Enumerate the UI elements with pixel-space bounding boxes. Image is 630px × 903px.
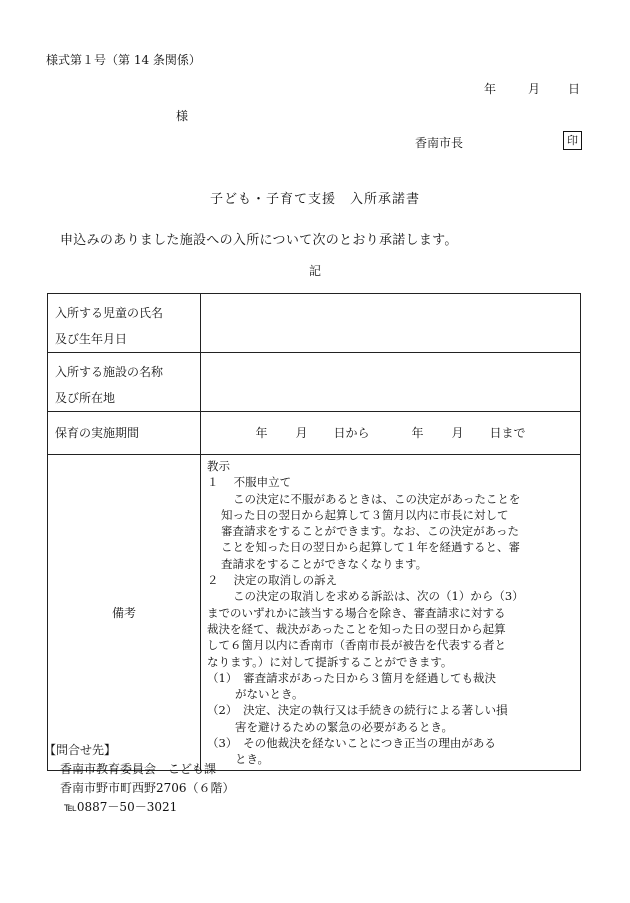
section2-body: までのいずれかに該当する場合を除き、審査請求に対する — [207, 605, 506, 620]
approval-table — [47, 293, 581, 771]
remarks-heading: 教示 — [207, 459, 230, 473]
child-label-line2: 及び生年月日 — [55, 332, 128, 346]
section2-body: して６箇月以内に香南市（香南市長が被告を代表する者と — [207, 638, 506, 653]
period-to-year: 年 — [411, 426, 424, 440]
period-from-day: 日から — [333, 426, 370, 440]
form-number: 様式第１号（第 14 条関係） — [46, 53, 201, 67]
seal-box: 印 — [563, 131, 582, 150]
item-1: （1） 審査請求があった日から３箇月を経過しても裁決 — [207, 670, 496, 685]
date-day-label: 日 — [568, 82, 581, 96]
section1-body: 審査請求をすることができます。なお、この決定があった — [221, 524, 519, 539]
child-value-cell[interactable] — [201, 294, 581, 353]
item-2-cont: 害を避けるための緊急の必要があるとき。 — [235, 719, 454, 734]
remarks-label: 備考 — [48, 455, 201, 771]
section1-body: 査請求をすることができなくなります。 — [221, 556, 428, 571]
date-month-label: 月 — [528, 82, 541, 96]
ki-mark: 記 — [308, 264, 321, 278]
facility-value-cell[interactable] — [201, 353, 581, 412]
contact-heading: 【問合せ先】 — [44, 743, 117, 757]
issue-date — [484, 80, 580, 97]
period-to-month: 月 — [451, 426, 464, 440]
period-value-cell[interactable] — [201, 412, 581, 455]
section1-body: 知った日の翌日から起算して３箇月以内に市長に対して — [221, 507, 509, 522]
intro-text: 申込みのありました施設への入所について次のとおり承諾します。 — [60, 233, 458, 248]
period-label: 保育の実施期間 — [48, 412, 201, 455]
child-label — [48, 294, 201, 353]
section2-body: この決定の取消しを求める訴訟は、次の（1）から（3） — [233, 589, 524, 604]
item-1-cont: がないとき。 — [235, 687, 304, 702]
document-title: 子ども・子育て支援 入所承諾書 — [209, 192, 420, 207]
child-label-line1: 入所する児童の氏名 — [55, 306, 164, 320]
period-from-year: 年 — [255, 426, 268, 440]
remarks-cell — [201, 455, 581, 771]
date-year-label: 年 — [484, 82, 497, 96]
item-2: （2） 決定、決定の執行又は手続きの続行による著しい損 — [207, 703, 508, 718]
section2-title: ２ 決定の取消しの訴え — [207, 573, 338, 588]
contact-department: 香南市教育委員会 こども課 — [60, 762, 217, 776]
section2-body: なります。）に対して提訴することができます。 — [207, 654, 453, 669]
facility-label-line1: 入所する施設の名称 — [55, 365, 164, 379]
facility-label — [48, 353, 201, 412]
section1-title: １ 不服申立て — [207, 475, 292, 490]
table-row-remarks — [48, 455, 581, 771]
item-3-cont: とき。 — [235, 752, 270, 767]
item-3: （3） その他裁決を経ないことにつき正当の理由がある — [207, 736, 496, 751]
table-row-facility — [48, 353, 581, 412]
facility-label-line2: 及び所在地 — [55, 391, 116, 405]
issuer-name: 香南市長 — [415, 136, 464, 150]
contact-block — [44, 741, 235, 798]
period-to-day: 日まで — [489, 426, 526, 440]
contact-address: 香南市野市町西野2706（６階） — [60, 781, 235, 795]
section2-body: 裁決を経て、裁決があったことを知った日の翌日から起算 — [207, 621, 506, 636]
table-row-child — [48, 294, 581, 353]
section1-body: この決定に不服があるときは、この決定があったことを — [233, 491, 521, 506]
table-row-period — [48, 412, 581, 455]
section1-body: ことを知った日の翌日から起算して１年を経過すると、審 — [221, 540, 520, 555]
contact-phone: ℡0887－50－3021 — [64, 800, 178, 814]
period-from-month: 月 — [295, 426, 308, 440]
addressee-suffix: 様 — [176, 109, 189, 123]
